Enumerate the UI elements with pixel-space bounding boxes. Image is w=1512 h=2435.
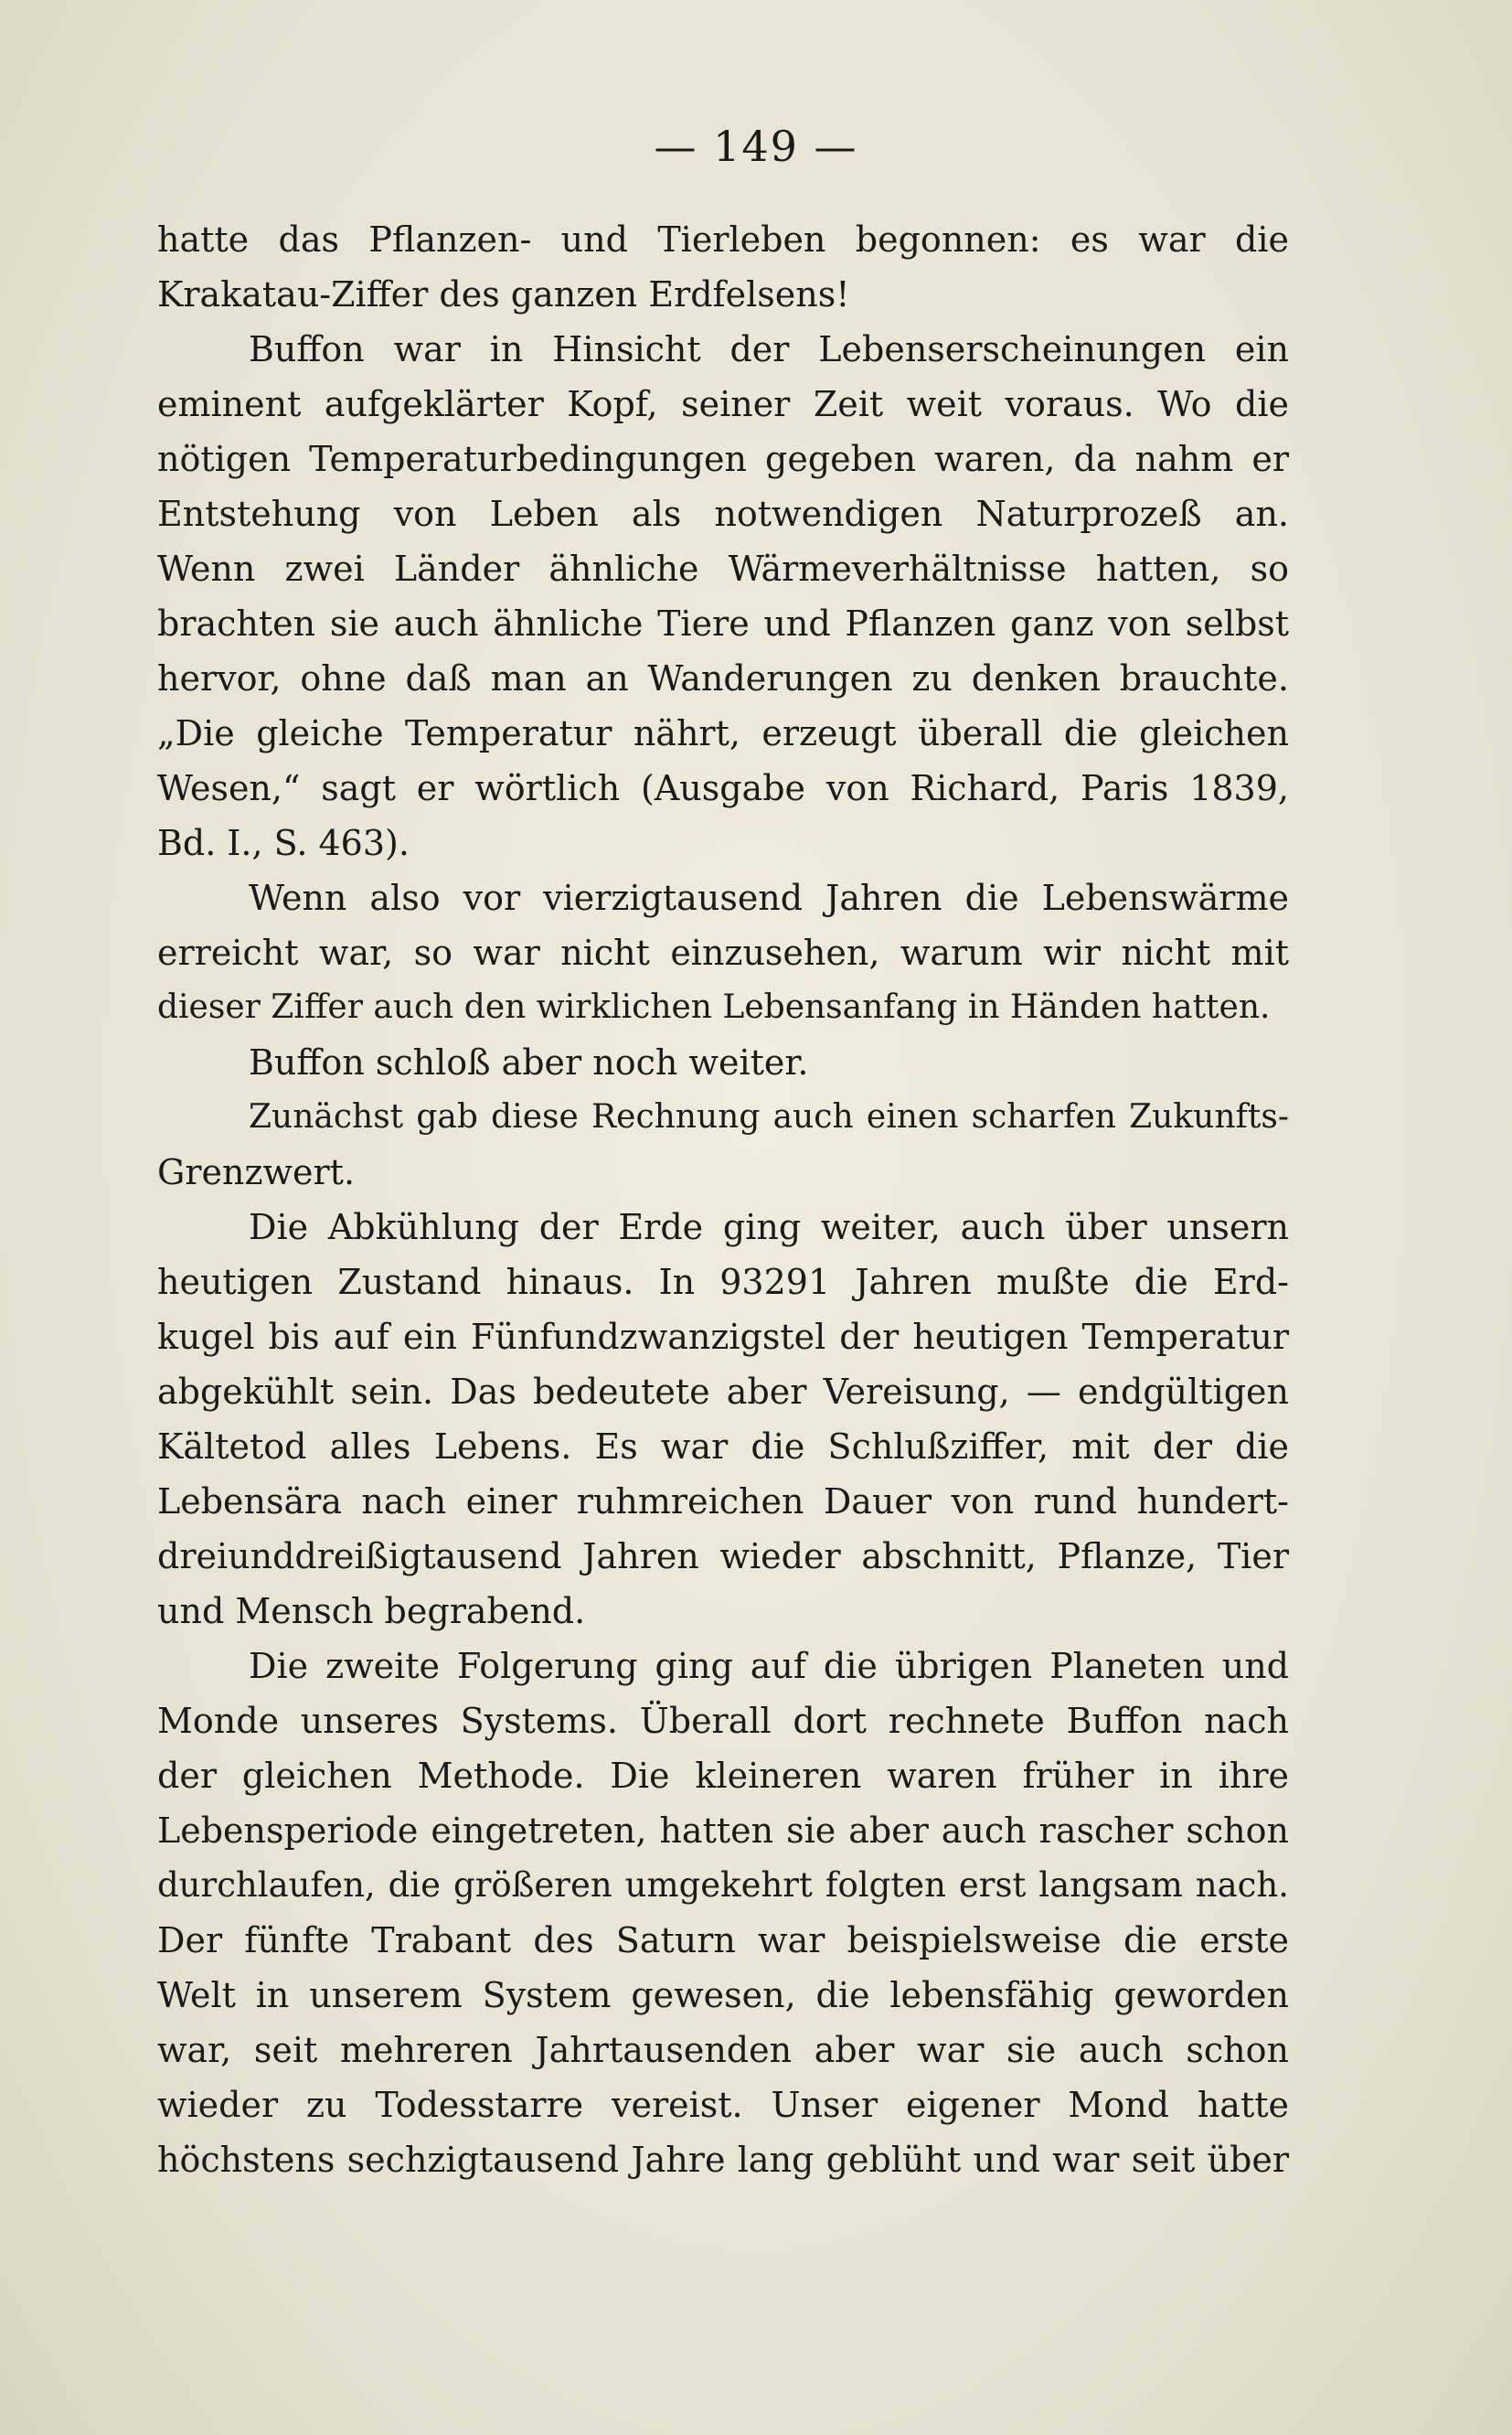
text-line: nötigen Temperaturbedingungen gegeben waren, da nahm er xyxy=(157,439,1289,479)
text-line: Buffon schloß aber noch weiter. xyxy=(249,1042,809,1083)
text-line: brachten sie auch ähnliche Tiere und Pflanzen ganz von selbst xyxy=(157,603,1289,644)
text-line: Der fünfte Trabant des Saturn war beispielsweise die erste xyxy=(157,1920,1289,1960)
text-line: kugel bis auf ein Fünfundzwanzigstel der heutigen Temperatur xyxy=(157,1317,1289,1357)
text-line: durchlaufen, die größeren umgekehrt folgten erst langsam nach. xyxy=(157,1865,1289,1905)
body-text xyxy=(157,212,1289,2187)
text-line: eminent aufgeklärter Kopf, seiner Zeit weit voraus. Wo die xyxy=(157,384,1289,424)
text-line: Grenzwert. xyxy=(157,1152,356,1192)
text-line: Buffon war in Hinsicht der Lebenserscheinungen ein xyxy=(249,329,1289,369)
text-line: Welt in unserem System gewesen, die lebensfähig geworden xyxy=(157,1975,1289,2015)
text-line: der gleichen Methode. Die kleineren waren früher in ihre xyxy=(157,1756,1289,1796)
text-line: Lebensperiode eingetreten, hatten sie aber auch rascher schon xyxy=(157,1810,1289,1851)
text-line: Monde unseres Systems. Überall dort rechnete Buffon nach xyxy=(157,1701,1289,1741)
text-line: abgekühlt sein. Das bedeutete aber Vereisung, — endgültigen xyxy=(157,1372,1289,1412)
text-line: Wenn also vor vierzigtausend Jahren die Lebenswärme xyxy=(249,878,1289,918)
text-line: dieser Ziffer auch den wirklichen Lebensanfang in Händen hatten. xyxy=(157,988,1271,1026)
text-line: erreicht war, so war nicht einzusehen, warum wir nicht mit xyxy=(157,933,1289,973)
text-line: Kältetod alles Lebens. Es war die Schlußziffer, mit der die xyxy=(157,1426,1289,1467)
text-line: heutigen Zustand hinaus. In 93291 Jahren mußte die Erd- xyxy=(157,1262,1289,1302)
text-line: Wesen,“ sagt er wörtlich (Ausgabe von Richard, Paris 1839, xyxy=(157,768,1289,808)
text-line: dreiunddreißigtausend Jahren wieder abschnitt, Pflanze, Tier xyxy=(157,1536,1289,1576)
text-line: hervor, ohne daß man an Wanderungen zu denken brauchte. xyxy=(157,658,1289,699)
text-line: hatte das Pflanzen- und Tierleben begonnen: es war die xyxy=(157,219,1289,260)
text-line: wieder zu Todesstarre vereist. Unser eigener Mond hatte xyxy=(157,2085,1289,2125)
text-line: und Mensch begrabend. xyxy=(157,1591,586,1631)
text-line: Lebensära nach einer ruhmreichen Dauer von rund hundert- xyxy=(157,1481,1289,1522)
text-line: Die zweite Folgerung ging auf die übrigen Planeten und xyxy=(249,1646,1289,1686)
text-line: Die Abkühlung der Erde ging weiter, auch über unsern xyxy=(249,1207,1289,1247)
text-line: Zunächst gab diese Rechnung auch einen scharfen Zukunfts- xyxy=(249,1098,1289,1136)
text-line: Bd. I., S. 463). xyxy=(157,823,410,863)
text-line: Wenn zwei Länder ähnliche Wärmeverhältnisse hatten, so xyxy=(157,549,1289,589)
text-line: „Die gleiche Temperatur nährt, erzeugt überall die gleichen xyxy=(157,713,1289,753)
text-line: war, seit mehreren Jahrtausenden aber war sie auch schon xyxy=(157,2030,1289,2070)
text-line: Entstehung von Leben als notwendigen Naturprozeß an. xyxy=(157,494,1289,534)
text-line: Krakatau-Ziffer des ganzen Erdfelsens! xyxy=(157,274,850,315)
page-number: — 149 — xyxy=(654,122,858,171)
text-line: höchstens sechzigtausend Jahre lang geblüht und war seit über xyxy=(157,2140,1289,2180)
